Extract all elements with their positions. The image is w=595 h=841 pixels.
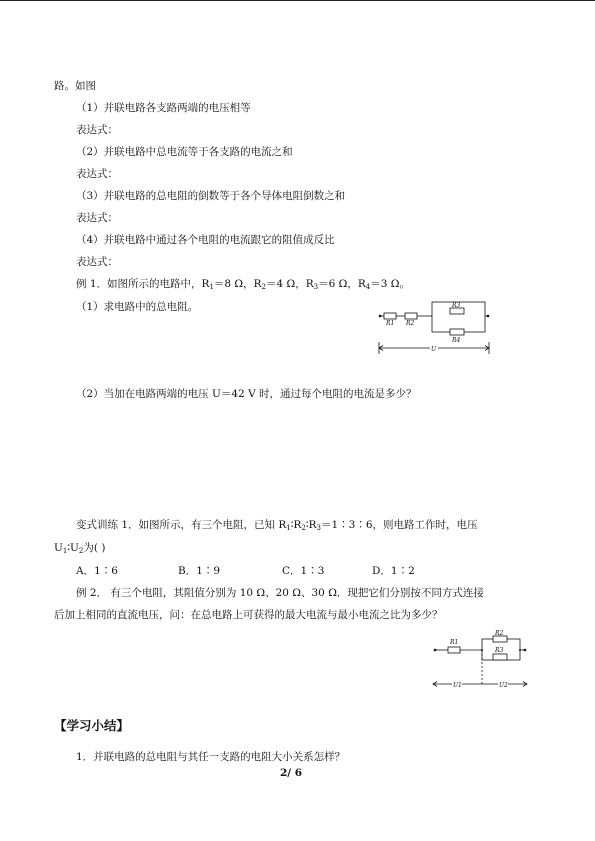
example-1-question-2: （2）当加在电路两端的电压 U＝42 V 时，通过每个电阻的电流是多少？ — [76, 388, 417, 400]
text-line-continuation: 路。如图 — [54, 80, 96, 92]
fig1-label-r4: R4 — [452, 337, 461, 344]
variant-1-question: $U_1∶U_2$为( ) — [54, 542, 106, 555]
rule-3-expression-label: 表达式： — [76, 212, 118, 224]
fig1-label-r3: R3 — [452, 302, 461, 309]
circuit-diagram-1 — [372, 296, 494, 358]
option-d: D．1∶2 — [372, 565, 415, 577]
circuit-diagram-2 — [430, 630, 530, 690]
example-2-line-2: 后加上相同的直流电压，问：在总电路上可获得的最大电流与最小电流之比为多少？ — [54, 609, 443, 621]
example-1-statement: 例 1．如图所示的电路中，$R_1=8$ Ω，$R_2=4$ Ω，$R_3=6$ Ω，$R_4=3$ Ω。 — [76, 278, 410, 291]
rule-2-expression-label: 表达式： — [76, 168, 118, 180]
page-top-rule — [0, 0, 595, 1]
rule-1-text: （1）并联电路各支路两端的电压相等 — [76, 102, 251, 114]
rule-3-text: （3）并联电路的总电阻的倒数等于各个导体电阻倒数之和 — [76, 190, 346, 202]
rule-4-expression-label: 表达式： — [76, 256, 118, 268]
example-2-line-1: 例 2． 有三个电阻，其阻值分别为 10 Ω、20 Ω、30 Ω．现把它们分别按不同方式连接 — [76, 587, 484, 599]
option-b: B．1∶9 — [178, 565, 221, 577]
rule-1-expression-label: 表达式： — [76, 124, 118, 136]
option-a: A．1∶6 — [76, 565, 118, 577]
fig2-label-r2: R2 — [495, 630, 504, 637]
fig2-label-r1: R1 — [450, 639, 459, 646]
variant-1-statement: 变式训练 1．如图所示，有三个电阻，已知 $R_1∶R_2∶R_3=1∶3∶6$，则电路工作时，电压 — [76, 519, 478, 532]
example-1-question-1: （1）求电路中的总电阻。 — [76, 301, 199, 313]
fig1-label-r1: R1 — [386, 320, 395, 327]
summary-heading: 【学习小结】 — [54, 718, 130, 733]
fig1-label-r2: R2 — [406, 320, 415, 327]
fig1-label-u: U — [431, 346, 437, 353]
option-c: C．1∶3 — [282, 565, 325, 577]
fig2-label-r3: R3 — [495, 647, 504, 654]
fig2-label-u1: U1 — [453, 682, 462, 689]
page-number: 2/ 6 — [280, 767, 303, 779]
fig2-label-u2: U2 — [499, 682, 508, 689]
rule-2-text: （2）并联电路中总电流等于各支路的电流之和 — [76, 146, 293, 158]
rule-4-text: （4）并联电路中通过各个电阻的电流跟它的阻值成反比 — [76, 234, 335, 246]
summary-question-1: 1．并联电路的总电阻与其任一支路的电阻大小关系怎样？ — [76, 751, 346, 763]
